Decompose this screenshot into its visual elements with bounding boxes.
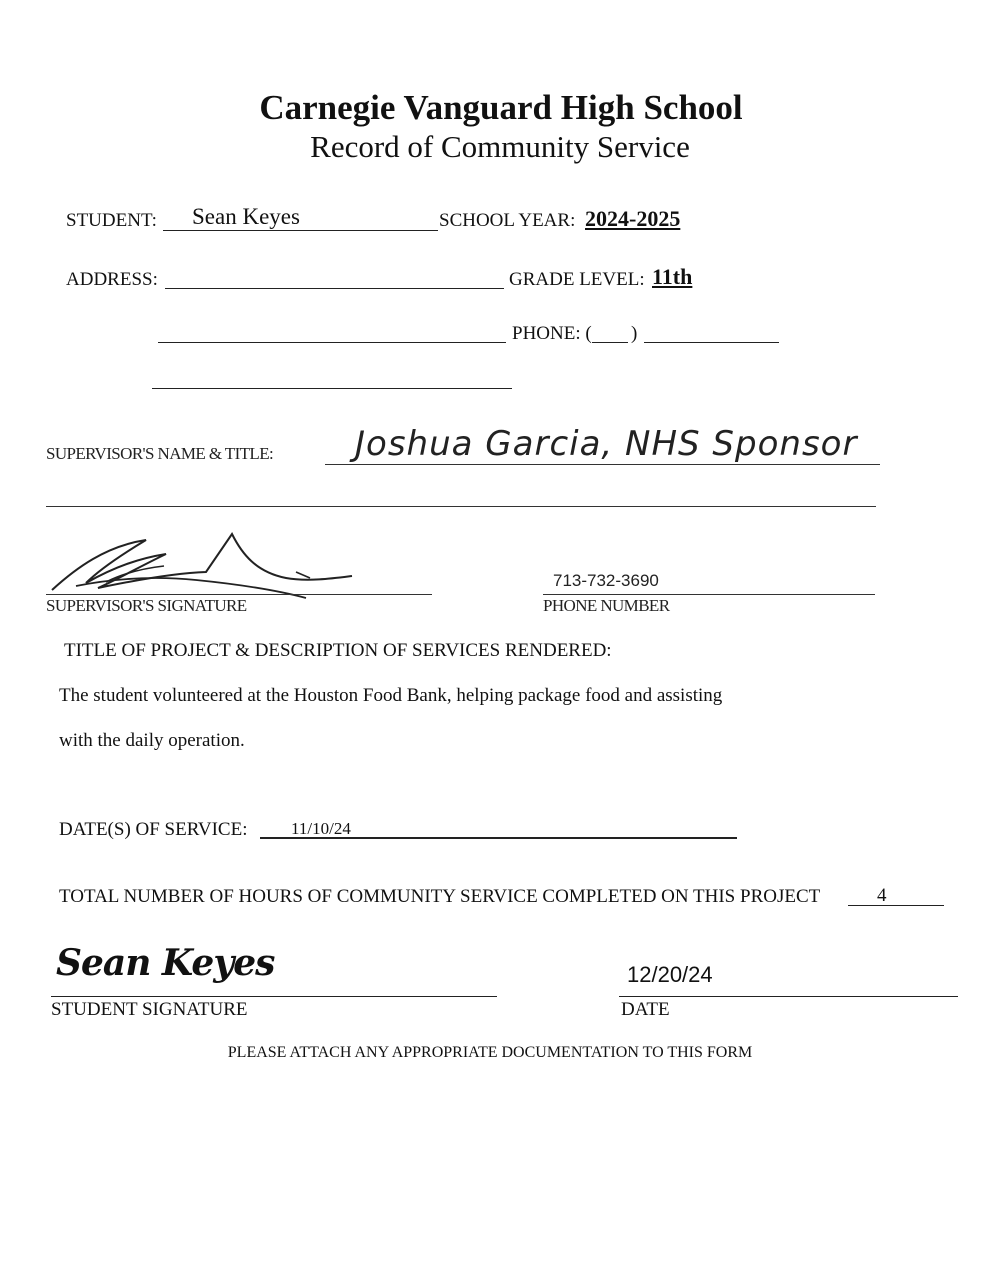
address-label: ADDRESS: (66, 269, 158, 290)
student-name-field[interactable] (163, 204, 438, 231)
address-field-2[interactable] (158, 322, 506, 343)
dates-of-service-field[interactable] (260, 817, 737, 839)
phone-number-field[interactable] (644, 322, 779, 343)
supervisor-signature-label: SUPERVISOR'S SIGNATURE (46, 596, 247, 615)
total-hours-value: 4 (877, 885, 887, 906)
address-field-3[interactable] (152, 368, 512, 389)
student-label: STUDENT: (66, 210, 157, 231)
phone-area-code-field[interactable] (592, 322, 628, 343)
attach-documentation-note: PLEASE ATTACH ANY APPROPRIATE DOCUMENTATION TO THIS FORM (227, 1044, 753, 1061)
supervisor-name-field[interactable] (325, 424, 880, 465)
school-name: Carnegie Vanguard High School (259, 88, 743, 127)
phone-label: PHONE: ( (512, 323, 592, 344)
phone-close-paren: ) (631, 323, 638, 344)
total-hours-label: TOTAL NUMBER OF HOURS OF COMMUNITY SERVICE COMPLETED ON THIS PROJECT (59, 886, 821, 907)
signature-date-value: 12/20/24 (627, 962, 713, 987)
student-signature-image: Sean Keyes (56, 942, 275, 984)
student-signature-label: STUDENT SIGNATURE (51, 999, 248, 1020)
grade-level-value: 11th (652, 264, 693, 289)
project-title-label: TITLE OF PROJECT & DESCRIPTION OF SERVICES RENDERED: (64, 640, 612, 661)
project-description-line-2: with the daily operation. (59, 730, 245, 751)
school-year-value: 2024-2025 (585, 206, 681, 231)
signature-date-label: DATE (621, 999, 670, 1020)
supervisor-title-field[interactable] (46, 488, 876, 507)
total-hours-field[interactable] (848, 885, 944, 906)
grade-level-label: GRADE LEVEL: (509, 269, 645, 290)
supervisor-name-label: SUPERVISOR'S NAME & TITLE: (46, 444, 274, 463)
supervisor-phone-field[interactable] (543, 571, 875, 595)
form-title: Record of Community Service (310, 129, 690, 164)
school-year-label: SCHOOL YEAR: (439, 210, 576, 231)
supervisor-phone-label: PHONE NUMBER (543, 596, 670, 615)
dates-of-service-label: DATE(S) OF SERVICE: (59, 819, 248, 840)
student-signature-field[interactable] (51, 976, 497, 997)
dates-of-service-value: 11/10/24 (291, 819, 351, 838)
supervisor-phone-value: 713-732-3690 (553, 571, 659, 590)
project-description-line-1: The student volunteered at the Houston Food Bank, helping package food and assisting (59, 685, 723, 706)
supervisor-signature-field[interactable] (46, 576, 432, 595)
supervisor-name-handwritten: Joshua Garcia, NHS Sponsor (355, 424, 858, 464)
student-name-value: Sean Keyes (192, 204, 300, 229)
signature-date-field[interactable] (619, 962, 958, 997)
address-field-1[interactable] (165, 268, 504, 289)
